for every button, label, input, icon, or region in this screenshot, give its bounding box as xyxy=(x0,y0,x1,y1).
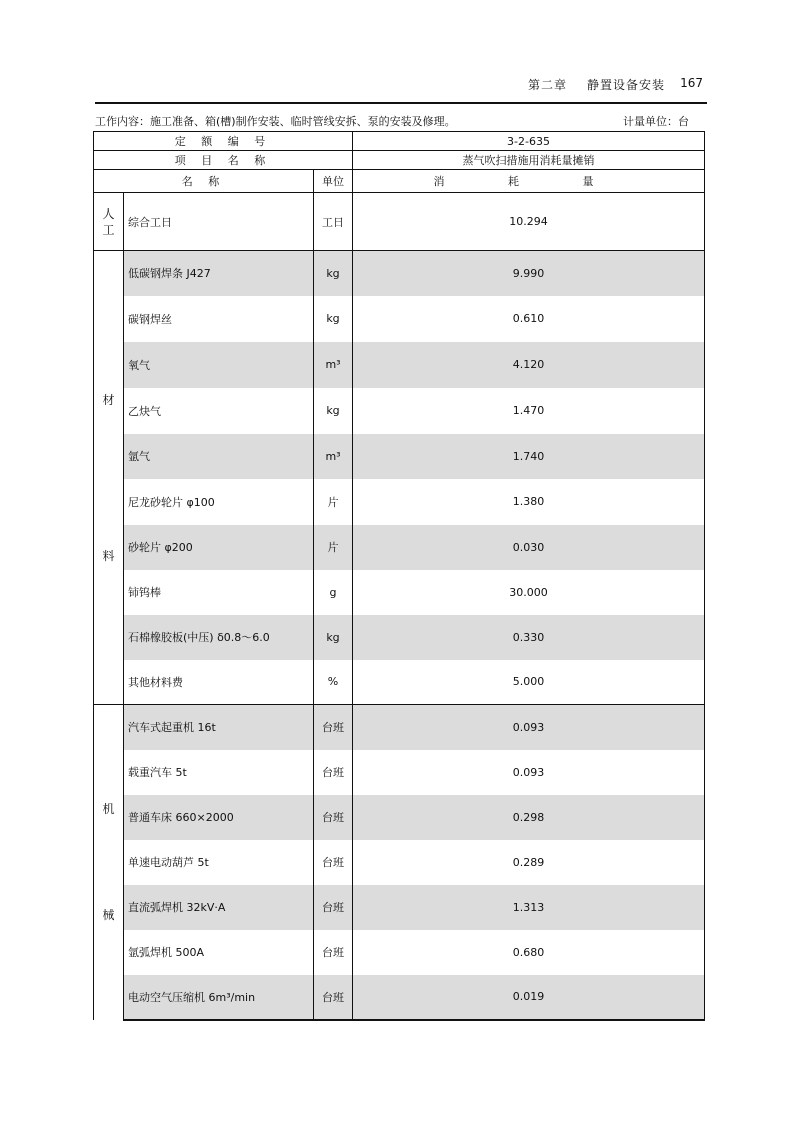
cell-unit: kg xyxy=(314,296,353,342)
table-row xyxy=(94,660,705,705)
cell-value: 0.330 xyxy=(353,615,705,660)
table-row xyxy=(94,251,705,296)
cell-name: 铈钨棒 xyxy=(124,570,314,615)
table-row xyxy=(94,750,705,795)
cell-unit: 台班 xyxy=(314,975,353,1020)
cell-unit: m³ xyxy=(314,434,353,479)
item-name-value: 蒸气吹扫措施用消耗量摊销 xyxy=(353,151,705,170)
item-name-label: 项 目 名 称 xyxy=(94,151,353,170)
table-row xyxy=(94,795,705,840)
quota-number-value: 3-2-635 xyxy=(353,132,705,151)
cell-name: 尼龙砂轮片 φ100 xyxy=(124,479,314,525)
cell-value: 10.294 xyxy=(353,193,705,251)
cell-value: 1.313 xyxy=(353,885,705,930)
cell-name: 氧气 xyxy=(124,342,314,388)
cell-value: 0.298 xyxy=(353,795,705,840)
cell-value: 4.120 xyxy=(353,342,705,388)
materials-category xyxy=(94,251,124,705)
cell-value: 1.380 xyxy=(353,479,705,525)
section-title: 静置设备安装 xyxy=(586,78,665,92)
category-char: 械 xyxy=(102,908,115,923)
machinery-category xyxy=(94,705,124,1020)
cell-value: 9.990 xyxy=(353,251,705,296)
cell-value: 0.610 xyxy=(353,296,705,342)
cell-value: 0.030 xyxy=(353,525,705,570)
table-row xyxy=(94,885,705,930)
cell-unit: 片 xyxy=(314,479,353,525)
cell-name: 低碳钢焊条 J427 xyxy=(124,251,314,296)
table-row xyxy=(94,388,705,434)
cell-name: 单速电动葫芦 5t xyxy=(124,840,314,885)
cell-unit: kg xyxy=(314,615,353,660)
cell-name: 其他材料费 xyxy=(124,660,314,705)
cell-name: 砂轮片 φ200 xyxy=(124,525,314,570)
table-row xyxy=(94,342,705,388)
quota-number-label: 定 额 编 号 xyxy=(94,132,353,151)
cell-unit: 台班 xyxy=(314,930,353,975)
category-char: 工 xyxy=(102,222,115,237)
cell-value: 0.680 xyxy=(353,930,705,975)
labor-category xyxy=(94,193,124,251)
cell-unit: 工日 xyxy=(314,193,353,251)
cell-name: 综合工日 xyxy=(124,193,314,251)
cell-unit: 片 xyxy=(314,525,353,570)
table-row xyxy=(94,525,705,570)
cell-unit: kg xyxy=(314,388,353,434)
category-char: 人 xyxy=(102,206,115,221)
cell-unit: 台班 xyxy=(314,795,353,840)
column-unit-header: 单位 xyxy=(314,170,353,193)
table-row xyxy=(94,840,705,885)
measure-unit: 计量单位：台 xyxy=(623,115,689,128)
table-row xyxy=(94,615,705,660)
cell-unit: g xyxy=(314,570,353,615)
cell-name: 氩气 xyxy=(124,434,314,479)
chapter-label: 第二章 xyxy=(527,78,567,92)
page-number: 167 xyxy=(680,76,703,90)
category-char: 机 xyxy=(102,802,115,817)
cell-name: 汽车式起重机 16t xyxy=(124,705,314,750)
table-row xyxy=(94,193,705,251)
work-content: 工作内容：施工准备、箱(槽)制作安装、临时管线安拆、泵的安装及修理。 xyxy=(95,115,456,128)
cell-value: 0.019 xyxy=(353,975,705,1020)
cell-value: 1.470 xyxy=(353,388,705,434)
column-qty-header: 消 耗 量 xyxy=(353,170,705,193)
cell-name: 氩弧焊机 500A xyxy=(124,930,314,975)
cell-unit: 台班 xyxy=(314,885,353,930)
cell-value: 30.000 xyxy=(353,570,705,615)
cell-unit: % xyxy=(314,660,353,705)
table-row xyxy=(94,975,705,1020)
cell-unit: 台班 xyxy=(314,750,353,795)
page-header xyxy=(95,72,707,104)
cell-name: 乙炔气 xyxy=(124,388,314,434)
cell-unit: m³ xyxy=(314,342,353,388)
cell-name: 载重汽车 5t xyxy=(124,750,314,795)
column-name-header: 名 称 xyxy=(94,170,314,193)
cell-value: 0.093 xyxy=(353,705,705,750)
cell-name: 石棉橡胶板(中压) δ0.8～6.0 xyxy=(124,615,314,660)
cell-name: 直流弧焊机 32kV·A xyxy=(124,885,314,930)
cell-unit: 台班 xyxy=(314,705,353,750)
quota-table xyxy=(93,131,705,1021)
table-row xyxy=(94,930,705,975)
cell-name: 普通车床 660×2000 xyxy=(124,795,314,840)
cell-value: 5.000 xyxy=(353,660,705,705)
table-row xyxy=(94,434,705,479)
cell-value: 1.740 xyxy=(353,434,705,479)
cell-name: 电动空气压缩机 6m³/min xyxy=(124,975,314,1020)
table-row xyxy=(94,570,705,615)
cell-value: 0.289 xyxy=(353,840,705,885)
table-row xyxy=(94,296,705,342)
cell-unit: 台班 xyxy=(314,840,353,885)
cell-name: 碳钢焊丝 xyxy=(124,296,314,342)
cell-value: 0.093 xyxy=(353,750,705,795)
table-row xyxy=(94,479,705,525)
cell-unit: kg xyxy=(314,251,353,296)
table-row xyxy=(94,705,705,750)
work-content-line xyxy=(95,113,707,129)
category-char: 料 xyxy=(102,548,115,563)
category-char: 材 xyxy=(102,392,115,407)
